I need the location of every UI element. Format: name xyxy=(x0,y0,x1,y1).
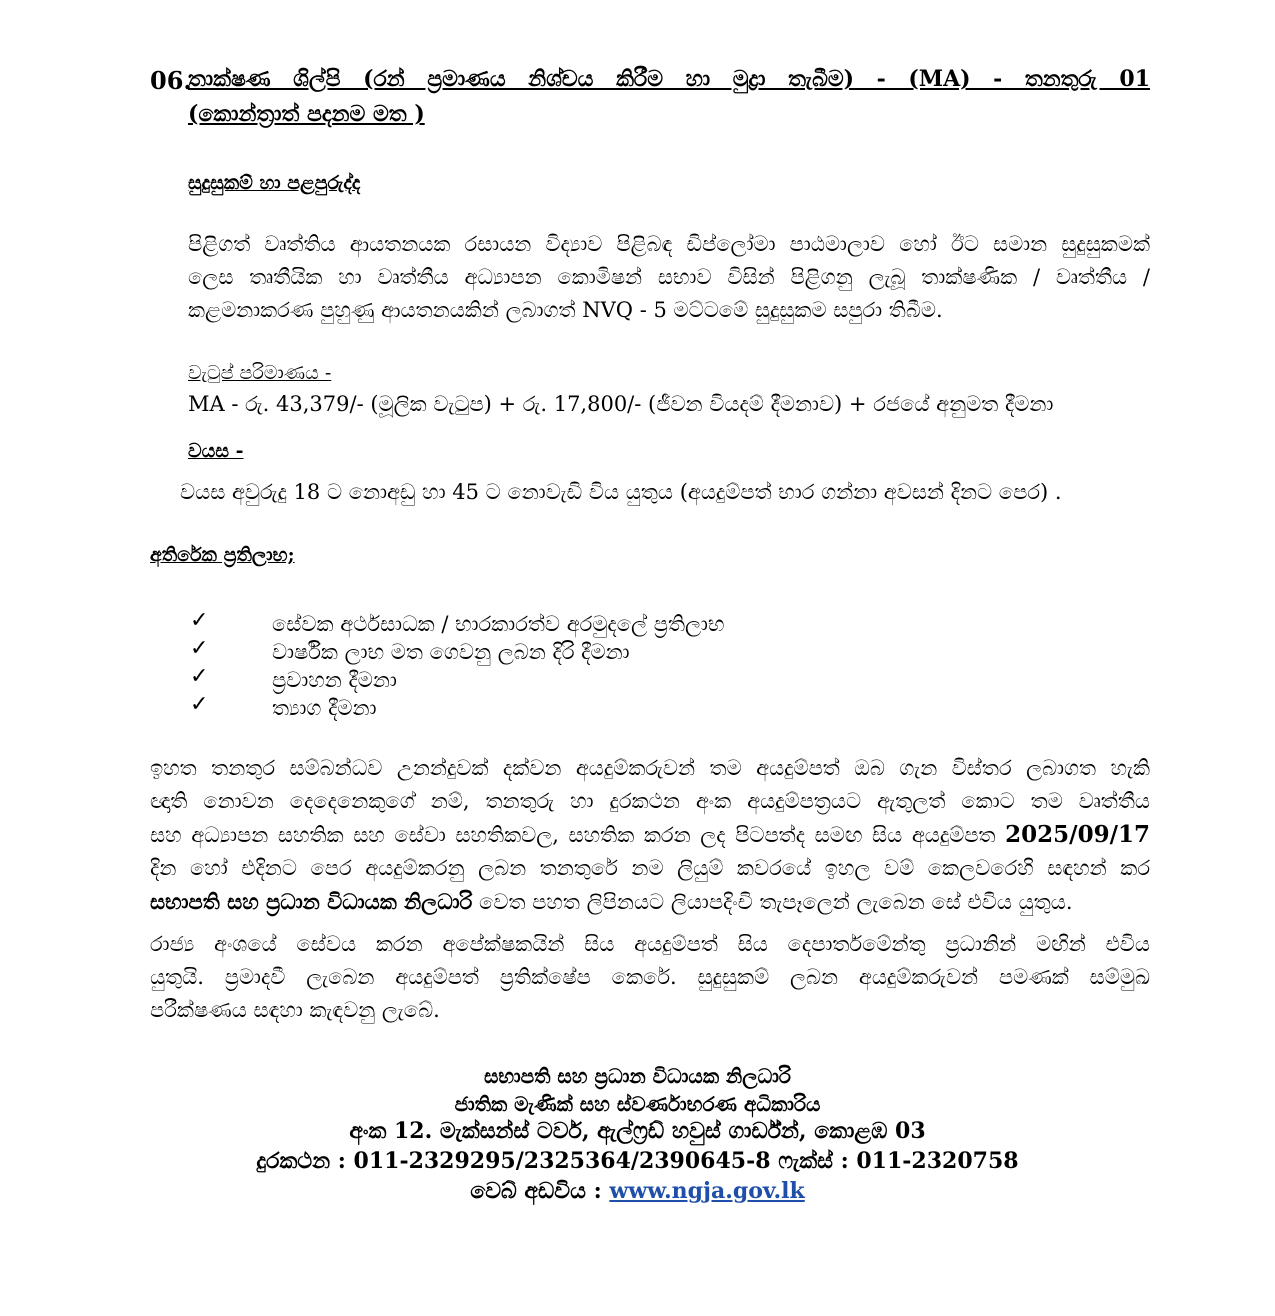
instruction-text: සහ අධ්‍යාපන සහතික සහ සේවා සහතිකවල, සහතික කරන ලද පිටපත්ද සමඟ සිය අයදුම්පත xyxy=(150,823,996,847)
qualifications-title: සුදුසුකම් හා පළපුරුද්ද xyxy=(188,172,361,194)
qualifications-line: පිළිගත් වෘත්තිය ආයතනයක රසායන විද්‍යාව පිළිබඳ ඩිප්ලෝමා පාඨමාලාව හෝ ඊට සමාන සුදුසුකමක් xyxy=(188,232,1150,256)
benefit-item xyxy=(190,664,990,696)
checkmark-icon: ✓ xyxy=(190,608,209,633)
closing-date: 2025/09/17 xyxy=(1005,821,1150,848)
note-line: රාජ්‍ය අංශයේ සේවය කරන අපේක්ෂකයින් සිය අයදුම්පත් සිය දෙපාර්තමේන්තු ප්‍රධානින් මඟින් එවිය xyxy=(150,932,1150,956)
contract-basis-note: (කොන්ත්‍රාත් පදනම මත ) xyxy=(188,101,425,127)
website-link[interactable]: www.ngja.gov.lk xyxy=(609,1178,805,1204)
instruction-line: දින හෝ එදිනට පෙර අයදුම්කරනු ලබන තනතුරේ නම ලියුම් කවරයේ ඉහල වම් කෙලවරෙහි සඳහන් කර xyxy=(150,856,1150,880)
age-title: වයස - xyxy=(188,440,244,462)
section-number: 06. xyxy=(150,66,192,95)
phone-label: දුරකථන : xyxy=(256,1148,354,1174)
note-line: පරීක්ෂණය සඳහා කැඳවනු ලැබේ. xyxy=(150,998,440,1022)
note-line: යුතුයි. ප්‍රමාදවී ලැබෙන අයදුම්පත් ප්‍රතික්ෂේප කෙරේ. සුදුසුකම් ලබන අයදුම්කරුවන් පමණක් සම්මුඛ xyxy=(150,965,1150,989)
website-line xyxy=(0,1178,1275,1204)
qualifications-line: කළමනාකරණ පුහුණු ආයතනයකින් ලබාගත් NVQ - 5 මට්ටමේ සුදුසුකම සපුරා තිබීම. xyxy=(188,298,943,322)
application-instructions xyxy=(150,752,1150,919)
organization-address: අංක 12. මැක්සන්ස් ටවර්, ඇල්ෆ්‍රඩ් හවුස් ගාර්ඩ්න්, කොළඹ 03 xyxy=(349,1118,926,1144)
contact-line xyxy=(0,1148,1275,1174)
benefit-label: ත්‍යාග දීමනා xyxy=(272,696,377,720)
public-sector-note xyxy=(150,928,1150,1027)
qualifications-line: ලෙස තෘතීයික හා වෘත්තීය අධ්‍යාපන කොමිෂන් සභාව විසින් පිළිගනු ලැබූ තාක්ෂණික / වෘත්තීය / xyxy=(188,265,1150,289)
age-text: වයස අවුරුදු 18 ට නොඅඩු හා 45 ට නොවැඩි විය යුතුය (අයදුම්පත් භාර ගන්නා අවසන් දිනට පෙර) . xyxy=(180,480,1062,504)
position-title: තාක්ෂණ ශිල්පි (රන් ප්‍රමාණය නිශ්චය කිරීම හා මුද්‍රා තැබීම) - (MA) - තනතුරු 01 xyxy=(188,66,1150,92)
instruction-line: ඥාති නොවන දෙදෙනෙකුගේ නම්, තනතුරු හා දුරකථන අංක අයදුම්පත්‍රයට ඇතුලත් කොට තම වෘත්තීය xyxy=(150,789,1150,813)
phone-number: 011-2329295/2325364/2390645-8 xyxy=(353,1148,771,1174)
benefits-title: අතිරේක ප්‍රතිලාභ; xyxy=(150,544,295,566)
benefit-label: සේවක අර්ථසාධක / භාරකාරත්ව අරමුදලේ ප්‍රතිලාභ xyxy=(272,612,725,636)
benefit-label: වාර්ෂික ලාභ මත ගෙවනු ලබන දිරි දීමනා xyxy=(272,640,630,664)
instruction-line xyxy=(150,818,1150,852)
addressee: සභාපති සහ ප්‍රධාන විධායක නිලධාරි xyxy=(150,889,473,914)
instruction-line: ඉහත තනතුර සම්බන්ධව උනන්දුවක් දක්වන අයදුම්කරුවන් තම අයදුම්පත් ඔබ ගැන විස්තර ලබාගත හැකි xyxy=(150,756,1150,780)
checkmark-icon: ✓ xyxy=(190,636,209,661)
benefit-label: ප්‍රවාහන දීමනා xyxy=(272,668,397,692)
checkmark-icon: ✓ xyxy=(190,692,209,717)
instruction-text: වෙත පහත ලිපිනයට ලියාපදිංචි තැපෑලෙන් ලැබෙන සේ එවිය යුතුය. xyxy=(472,890,1073,914)
salary-text: MA - රු. 43,379/- (මූලික වැටුප) + රු. 17,800/- (ජීවන වියදම් දීමනාව) + රජයේ අනුමත දීමනා xyxy=(188,392,1054,416)
fax-label: ෆැක්ස් : xyxy=(770,1148,857,1174)
checkmark-icon: ✓ xyxy=(190,664,209,689)
website-label: වෙබ් අඩවිය : xyxy=(470,1178,610,1204)
organization-name: ජාතික මැණික් සහ ස්වර්ණාභරණ අධිකාරිය xyxy=(454,1092,821,1116)
signatory-designation: සභාපති සහ ප්‍රධාන විධායක නිලධාරි xyxy=(483,1064,791,1088)
benefit-item xyxy=(190,608,990,640)
instruction-line xyxy=(150,885,1150,919)
benefit-item xyxy=(190,692,990,724)
fax-number: 011-2320758 xyxy=(856,1148,1019,1174)
salary-title: වැටුප් පරිමාණය - xyxy=(188,362,332,384)
benefit-item xyxy=(190,636,990,668)
qualifications-text xyxy=(188,228,1150,327)
